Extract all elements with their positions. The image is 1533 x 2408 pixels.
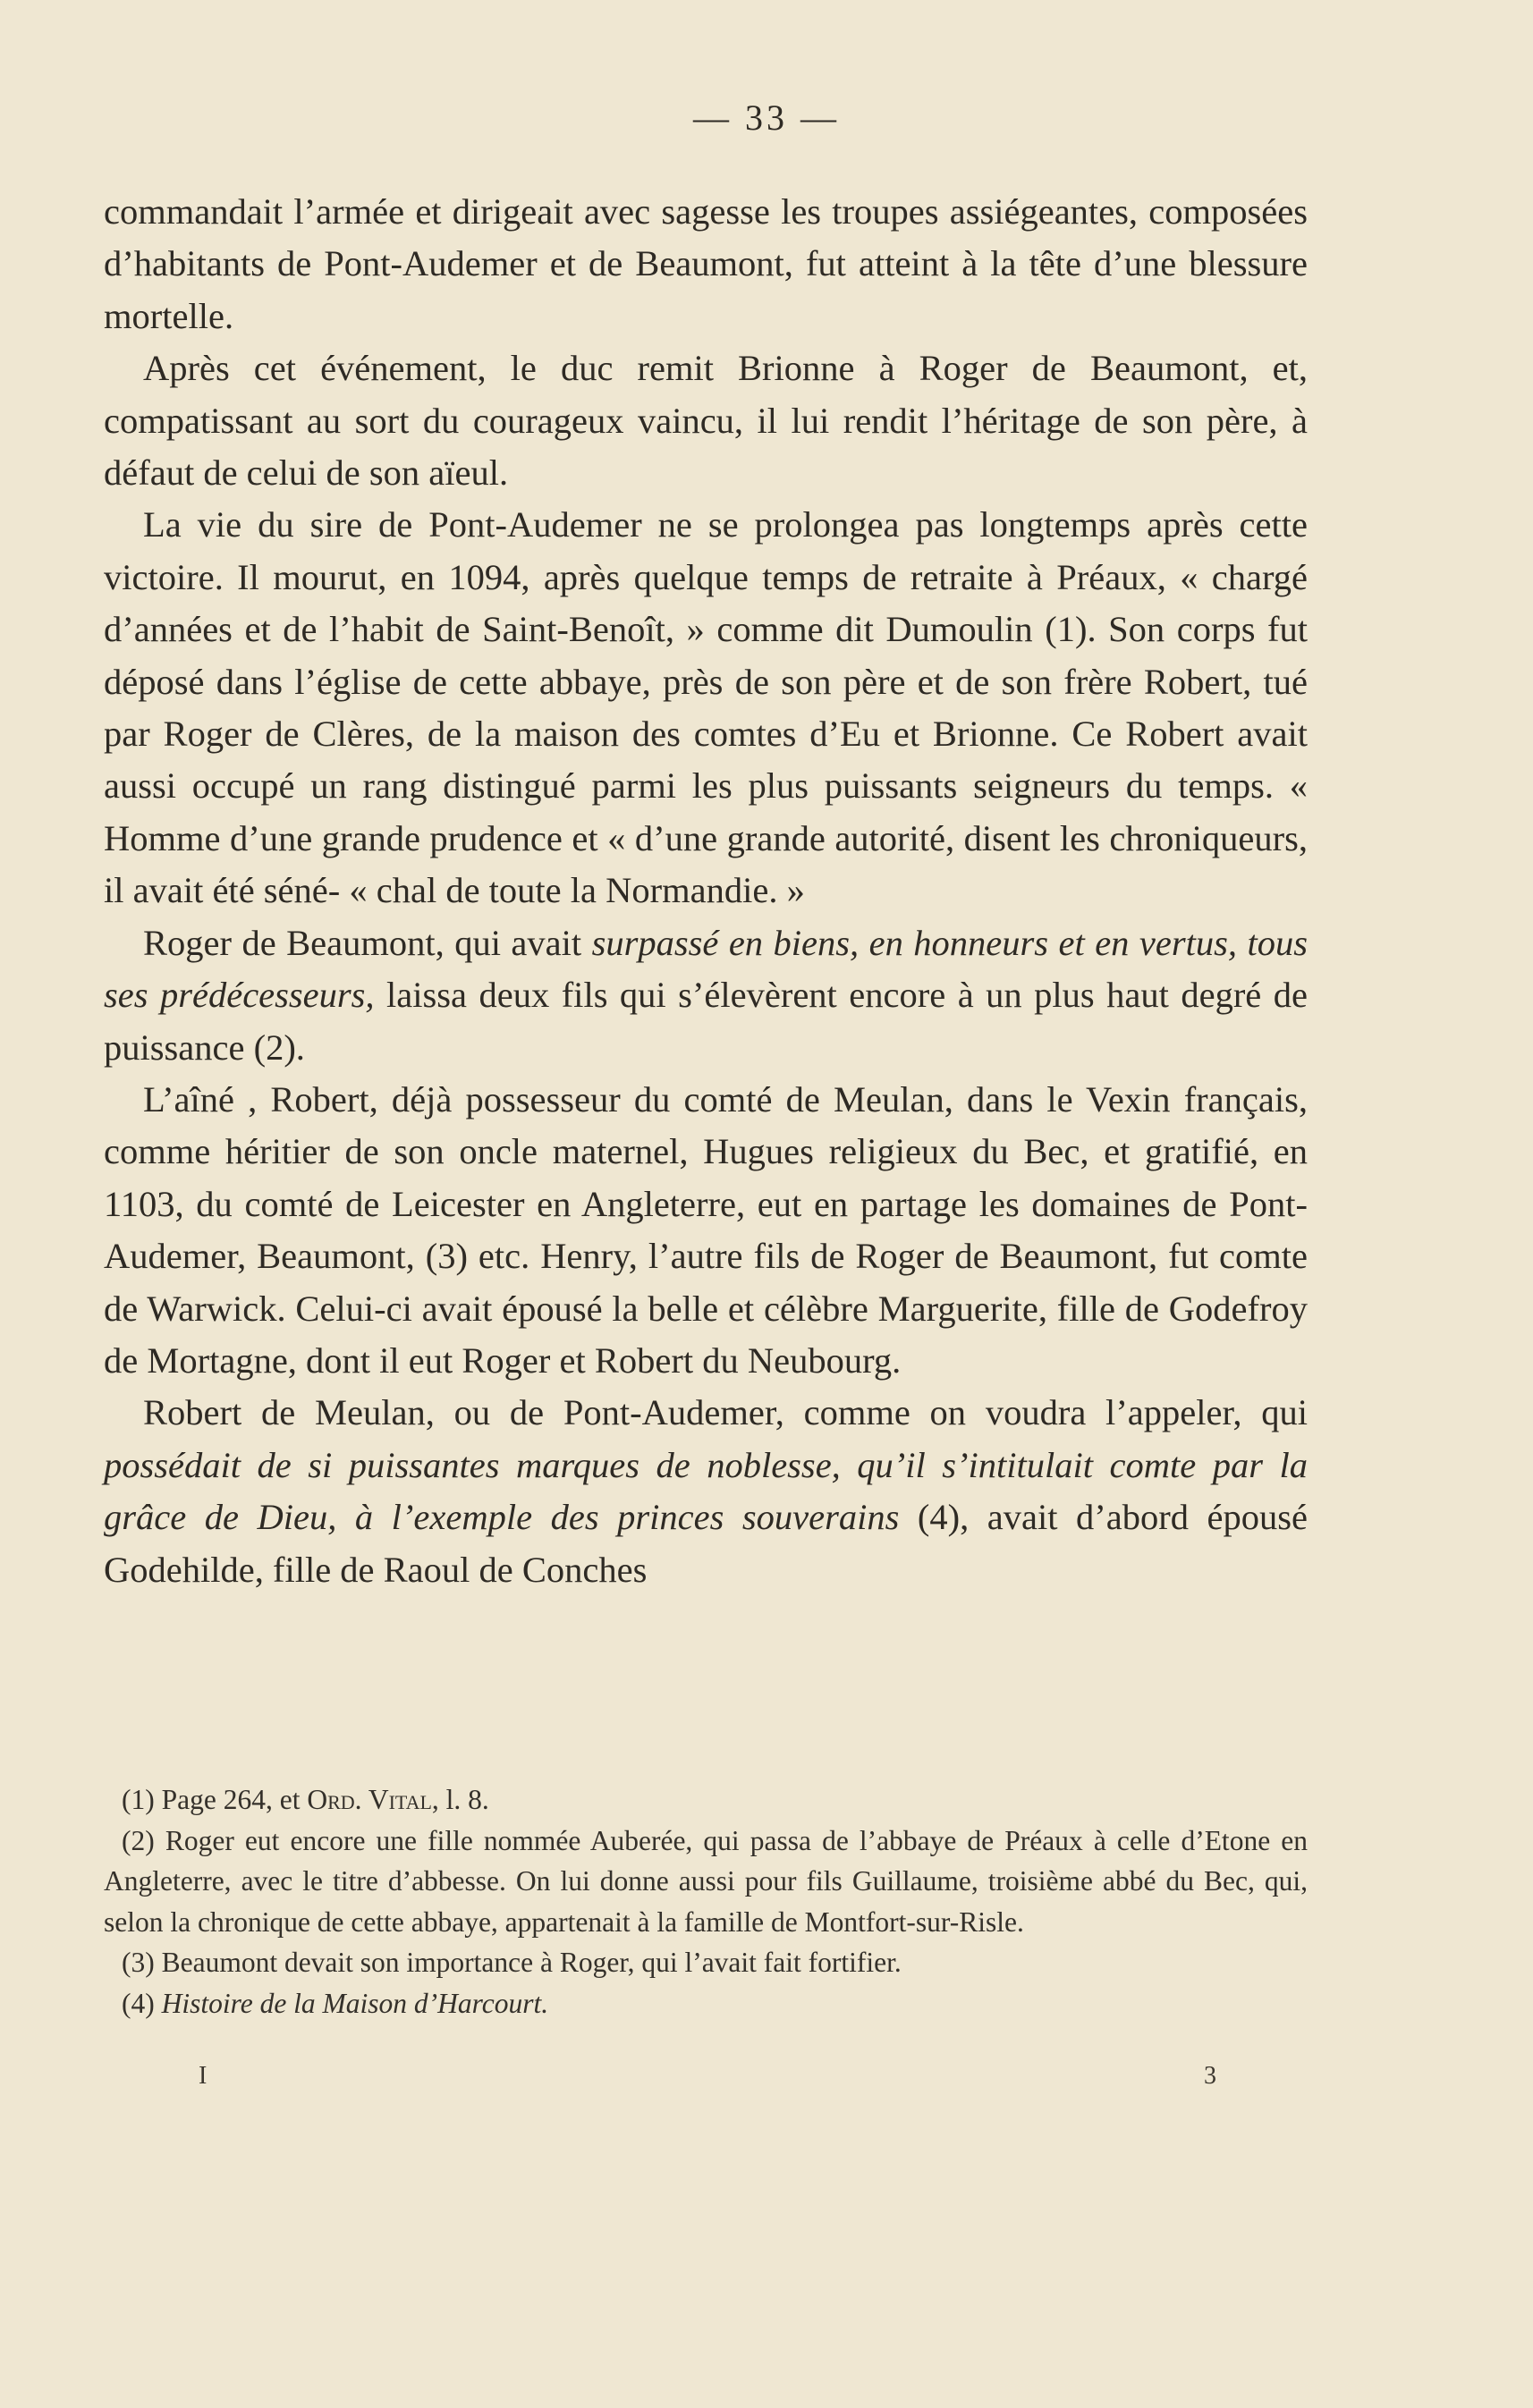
paragraph-1: commandait l’armée et dirigeait avec sagesse les troupes assiégeantes, composées d’habitants de Pont-Audemer et de Beaumont, fut atteint à la tête d’une blessure mortelle.	[104, 191, 1308, 336]
paragraph-3: La vie du sire de Pont-Audemer ne se prolongea pas longtemps après cette victoire. Il mourut, en 1094, après quelque temps de retraite à Préaux, « chargé d’années et de l’habit de Saint-Benoît, » comme dit Dumoulin (1). Son corps fut déposé dans l’église de cette abbaye, près de son père et de son frère Robert, tué par Roger de Clères, de la maison des comtes d’Eu et Brionne. Ce Robert avait aussi occupé un rang distingué parmi les plus puissants seigneurs du temps. « Homme d’une grande prudence et « d’une grande autorité, disent les chroniqueurs, il avait été séné- « chal de toute la Normandie. »	[104, 504, 1308, 911]
paragraph-4-start: Roger de Beaumont, qui avait	[143, 922, 592, 963]
footnotes	[104, 1779, 1308, 2024]
paragraph-6-end: (4), avait d’abord épousé Godehilde, fille de Raoul de Conches	[104, 1497, 1308, 1590]
footnote-4	[104, 1983, 1308, 2024]
footnote-4-title: Histoire de la Maison d’Harcourt.	[161, 1987, 549, 2019]
paragraph-4-italic: surpassé en biens, en honneurs et en vertus, tous ses prédécesseurs,	[104, 922, 1308, 1016]
page-number: — 33 —	[693, 97, 840, 138]
paragraph-6-italic: possédait de si puissantes marques de noblesse, qu’il s’intitulait comte par la grâce de Dieu, à l’exemple des princes souverains	[104, 1444, 1308, 1538]
footnote-1-end: , l. 8.	[431, 1784, 489, 1815]
paragraph-5: L’aîné , Robert, déjà possesseur du comté de Meulan, dans le Vexin français, comme héritier de son oncle maternel, Hugues religieux du Bec, et gratifié, en 1103, du comté de Leicester en Angleterre, eut en partage les domaines de Pont-Audemer, Beaumont, (3) etc. Henry, l’autre fils de Roger de Beaumont, fut comte de Warwick. Celui-ci avait épousé la belle et célèbre Marguerite, fille de Godefroy de Mortagne, dont il eut Roger et Robert du Neubourg.	[104, 1078, 1308, 1381]
footnote-1-author: Ord. Vital	[307, 1784, 432, 1815]
paragraph-2: Après cet événement, le duc remit Brionne à Roger de Beaumont, et, compatissant au sort du courageux vaincu, il lui rendit l’héritage de son père, à défaut de celui de son aïeul.	[104, 348, 1308, 494]
paragraph-6	[104, 1387, 1308, 1596]
footnote-1-start: (1) Page 264, et	[122, 1784, 308, 1815]
paragraph-4	[104, 917, 1308, 1074]
signature-mark-right: 3	[1204, 2062, 1216, 2090]
footnote-4-number: (4)	[122, 1987, 162, 2019]
footnote-3: (3) Beaumont devait son importance à Roger, qui l’avait fait fortifier.	[122, 1947, 902, 1978]
signature-mark-left: I	[199, 2062, 208, 2090]
footnote-2: (2) Roger eut encore une fille nommée Auberée, qui passa de l’abbaye de Préaux à celle d’Etone en Angleterre, avec le titre d’abbesse. On lui donne aussi pour fils Guillaume, troisième abbé du Bec, qui, selon la chronique de cette abbaye, appartenait à la famille de Montfort-sur-Risle.	[104, 1824, 1308, 1938]
paragraph-4-end: laissa deux fils qui s’élevèrent encore à un plus haut degré de puissance (2).	[104, 975, 1308, 1068]
footnote-1	[104, 1779, 1308, 1821]
main-text	[104, 186, 1308, 1596]
paragraph-6-start: Robert de Meulan, ou de Pont-Audemer, comme on voudra l’appeler, qui	[143, 1392, 1308, 1433]
